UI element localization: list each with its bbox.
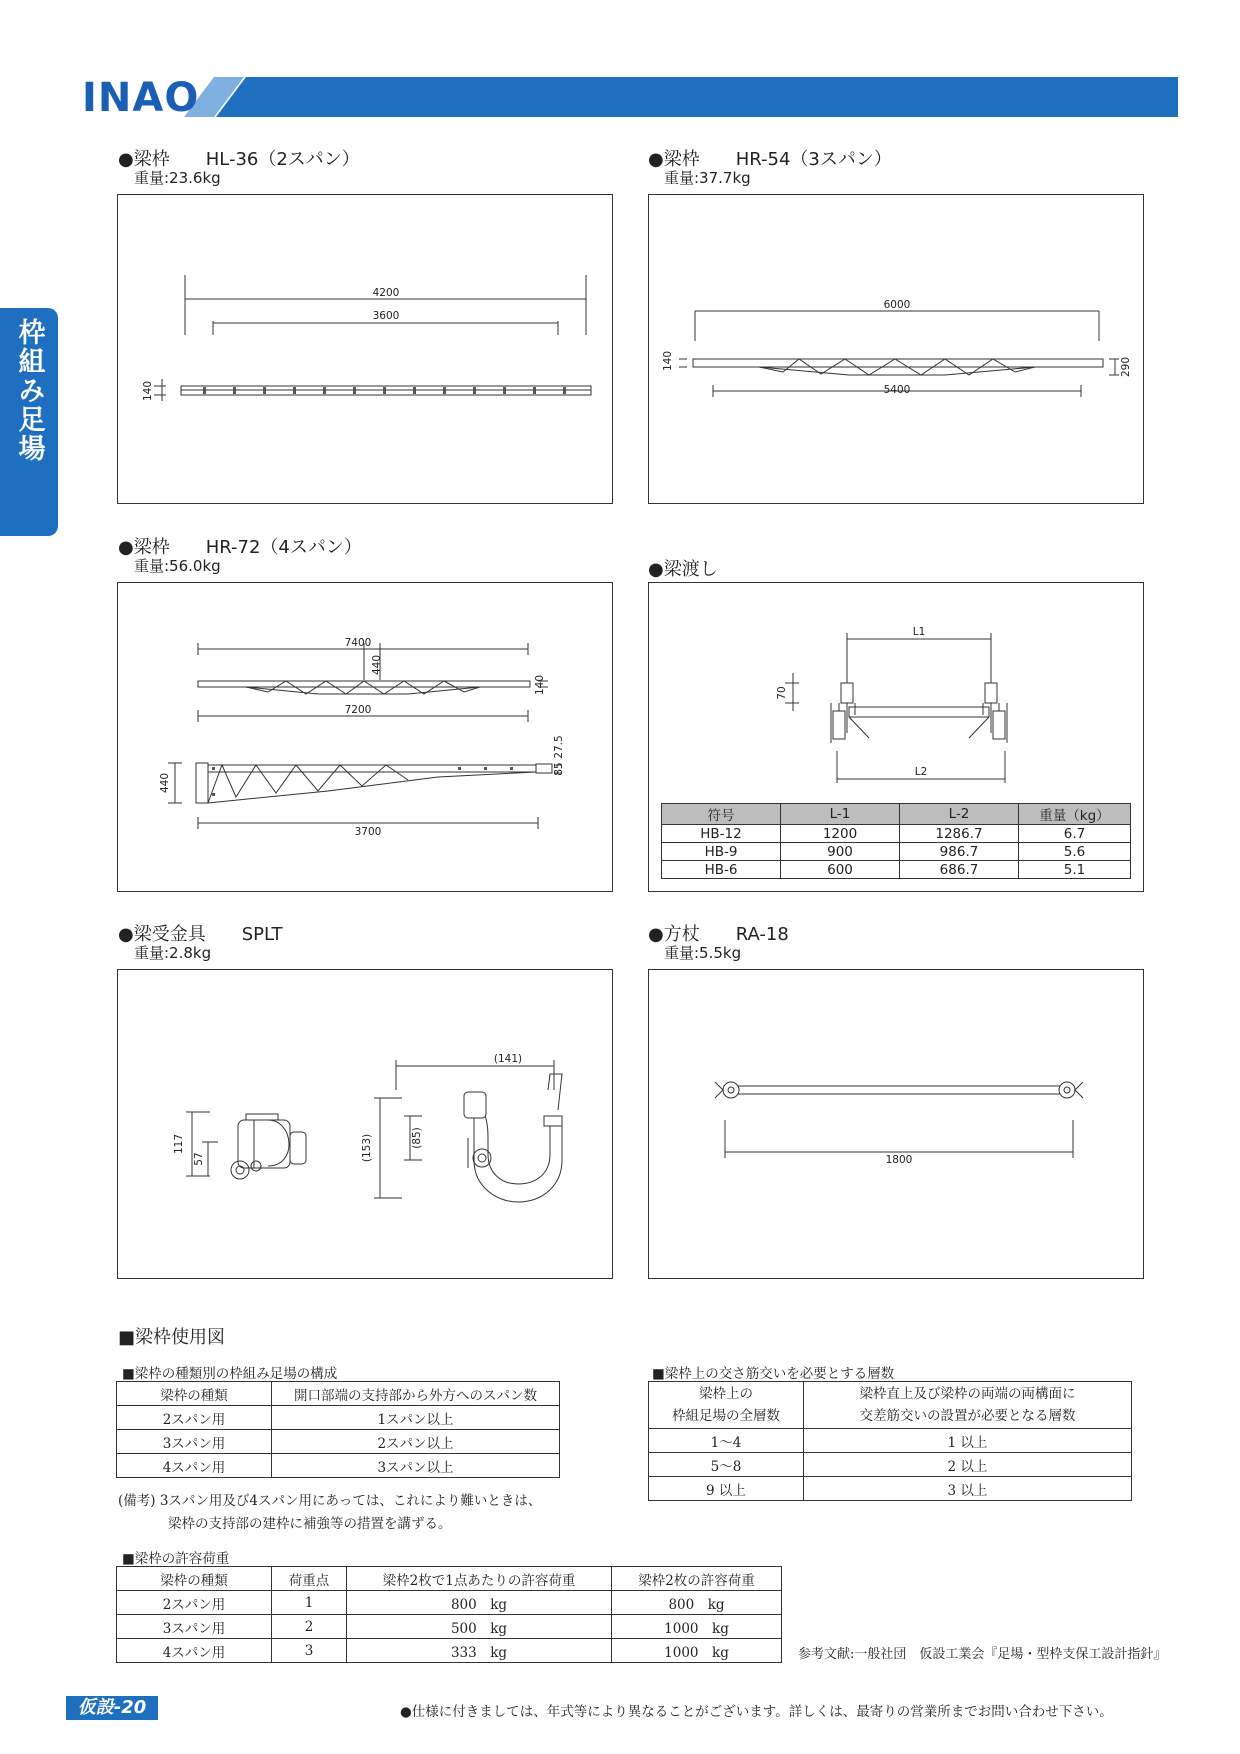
table-row: [117, 1639, 782, 1663]
cell: 3 以上: [804, 1477, 1132, 1501]
cell: 600: [781, 861, 900, 879]
table-row: [649, 1453, 1132, 1477]
usage-title: ■梁枠使用図: [118, 1327, 226, 1348]
hb-title: ●梁渡し: [648, 559, 718, 580]
hl36-drawing: [118, 195, 614, 505]
cell: 986.7: [900, 843, 1019, 861]
cell: 2 以上: [804, 1453, 1132, 1477]
splt-dim-side-inner: (85): [411, 1127, 423, 1149]
cell: 500 kg: [347, 1615, 612, 1639]
hr72-dim-top: 27.5: [553, 735, 565, 759]
header-line: 梁枠直上及び梁枠の両端の両構面に: [859, 1386, 1076, 1402]
hr54-panel: [648, 194, 1144, 504]
cell: 800 kg: [612, 1591, 782, 1615]
splt-drawing: [118, 970, 614, 1280]
cell: 梁枠2枚の許容荷重: [612, 1567, 782, 1591]
splt-weight: 重量:2.8kg: [134, 944, 212, 962]
cell: 5.6: [1019, 843, 1131, 861]
splt-dim-width: (141): [493, 1053, 523, 1065]
ra18-weight: 重量:5.5kg: [664, 944, 742, 962]
table-row: [117, 1454, 560, 1478]
hr72-dim-span: 7200: [344, 704, 372, 716]
hr72-drawing: [118, 583, 614, 893]
splt-panel: [117, 969, 613, 1279]
cell: 3スパン用: [117, 1615, 272, 1639]
hl36-dim-span: 3600: [372, 310, 400, 322]
table-row: [649, 1429, 1132, 1453]
cell: 3スパン以上: [272, 1454, 560, 1478]
hb-col-l1: L-1: [781, 804, 900, 825]
cell: 1286.7: [900, 825, 1019, 843]
table-row: [662, 861, 1131, 879]
cell: 5〜8: [649, 1453, 804, 1477]
table-row: [662, 825, 1131, 843]
hb-drawing: [649, 583, 1145, 803]
ra18-panel: [648, 969, 1144, 1279]
usage-t1-caption: ■梁枠の種類別の枠組み足場の構成: [122, 1366, 338, 1382]
cell: 686.7: [900, 861, 1019, 879]
cell: 9 以上: [649, 1477, 804, 1501]
reference-note: 参考文献:一般社団 仮設工業会『足場・型枠支保工設計指針』: [798, 1647, 1167, 1662]
header-line: 枠組足場の全層数: [672, 1408, 780, 1424]
ra18-title: ●方杖 RA-18: [648, 924, 789, 945]
cell: 1〜4: [649, 1429, 804, 1453]
table-row: [117, 1406, 560, 1430]
cell: 3スパン用: [117, 1430, 272, 1454]
cell: [804, 1382, 1132, 1429]
hb-dim-l2: L2: [914, 766, 928, 778]
hl36-dim-total: 4200: [372, 287, 400, 299]
cell: 333 kg: [347, 1639, 612, 1663]
cell: [649, 1382, 804, 1429]
hl36-weight: 重量:23.6kg: [134, 169, 221, 187]
usage-t1-table: [116, 1381, 560, 1478]
page-number: 仮設-20: [66, 1696, 158, 1720]
splt-dim-height: 117: [173, 1133, 185, 1155]
hb-dim-height: 70: [776, 686, 788, 700]
hr54-dim-height: 140: [662, 350, 674, 372]
cell: 2: [272, 1615, 347, 1639]
hb-col-code: 符号: [662, 804, 781, 825]
cell: 1 以上: [804, 1429, 1132, 1453]
cell: 6.7: [1019, 825, 1131, 843]
cell: 1000 kg: [612, 1615, 782, 1639]
table-header: [117, 1567, 782, 1591]
header-line: 梁枠上の: [699, 1386, 753, 1402]
cell: 4スパン用: [117, 1639, 272, 1663]
ra18-drawing: [649, 970, 1145, 1280]
cell: 900: [781, 843, 900, 861]
hr54-dim-depth: 290: [1120, 356, 1132, 378]
hr54-drawing: [649, 195, 1145, 505]
hr72-title: ●梁枠 HR-72（4スパン）: [118, 537, 362, 558]
table-row: [117, 1615, 782, 1639]
table-row: [117, 1430, 560, 1454]
table-row: [662, 843, 1131, 861]
hb-col-l2: L-2: [900, 804, 1019, 825]
hr72-dim-total: 7400: [344, 637, 372, 649]
usage-t2-caption: ■梁枠上の交さ筋交いを必要とする層数: [652, 1366, 895, 1382]
cell: 1スパン以上: [272, 1406, 560, 1430]
cell: HB-12: [662, 825, 781, 843]
hr72-dim-end: 85: [553, 762, 565, 776]
ra18-dim-length: 1800: [885, 1154, 913, 1166]
side-tab-label: 枠組み足場: [13, 318, 45, 463]
splt-title: ●梁受金具 SPLT: [118, 924, 283, 945]
hr72-dim-truss-depth: 440: [371, 654, 383, 676]
table-row: [649, 1477, 1132, 1501]
usage-t3-caption: ■梁枠の許容荷重: [122, 1551, 230, 1567]
cell: 荷重点: [272, 1567, 347, 1591]
hr72-dim-end-height: 440: [159, 772, 171, 794]
header-line: 交差筋交いの設置が必要となる層数: [859, 1408, 1076, 1424]
cell: 4スパン用: [117, 1454, 272, 1478]
hr72-weight: 重量:56.0kg: [134, 557, 221, 575]
hb-dim-l1: L1: [912, 626, 926, 638]
cell: 2スパン用: [117, 1591, 272, 1615]
splt-dim-side-height: (153): [361, 1133, 373, 1163]
usage-t3-table: [116, 1566, 782, 1663]
cell: 梁枠の種類: [117, 1382, 272, 1406]
cell: 5.1: [1019, 861, 1131, 879]
hr54-dim-total: 6000: [883, 299, 911, 311]
cell: HB-9: [662, 843, 781, 861]
hr72-dim-height: 140: [534, 674, 546, 696]
usage-t2-table: [648, 1381, 1132, 1501]
cell: 3: [272, 1639, 347, 1663]
hr54-title: ●梁枠 HR-54（3スパン）: [648, 149, 892, 170]
hl36-title: ●梁枠 HL-36（2スパン）: [118, 149, 360, 170]
cell: 1: [272, 1591, 347, 1615]
cell: 2スパン用: [117, 1406, 272, 1430]
footer-note: ●仕様に付きましては、年式等により異なることがございます。詳しくは、最寄りの営業所までお問い合わせ下さい。: [400, 1704, 1113, 1720]
cell: 2スパン以上: [272, 1430, 560, 1454]
hb-spec-table: [661, 803, 1131, 879]
splt-dim-inner: 57: [193, 1152, 205, 1166]
hr54-dim-span: 5400: [883, 384, 911, 396]
hb-col-weight: 重量（kg）: [1019, 804, 1131, 825]
cell: 開口部端の支持部から外方へのスパン数: [272, 1382, 560, 1406]
hr72-dim-half: 3700: [354, 826, 382, 838]
cell: 800 kg: [347, 1591, 612, 1615]
table-row: [117, 1591, 782, 1615]
cell: 1200: [781, 825, 900, 843]
usage-t1-note2: 梁枠の支持部の建枠に補強等の措置を講ずる。: [168, 1516, 452, 1532]
cell: 梁枠の種類: [117, 1567, 272, 1591]
table-header: [117, 1382, 560, 1406]
table-header: [649, 1382, 1132, 1429]
usage-t1-note1: (備考) 3スパン用及び4スパン用にあっては、これにより難いときは、: [118, 1493, 542, 1509]
cell: 梁枠2枚で1点あたりの許容荷重: [347, 1567, 612, 1591]
hr54-weight: 重量:37.7kg: [664, 169, 751, 187]
hl36-panel: [117, 194, 613, 504]
hb-panel: [648, 582, 1144, 892]
hr72-panel: [117, 582, 613, 892]
logo: INAO: [82, 75, 200, 121]
cell: HB-6: [662, 861, 781, 879]
hl36-dim-height: 140: [142, 380, 154, 402]
cell: 1000 kg: [612, 1639, 782, 1663]
hb-spec-header: [662, 804, 1131, 825]
